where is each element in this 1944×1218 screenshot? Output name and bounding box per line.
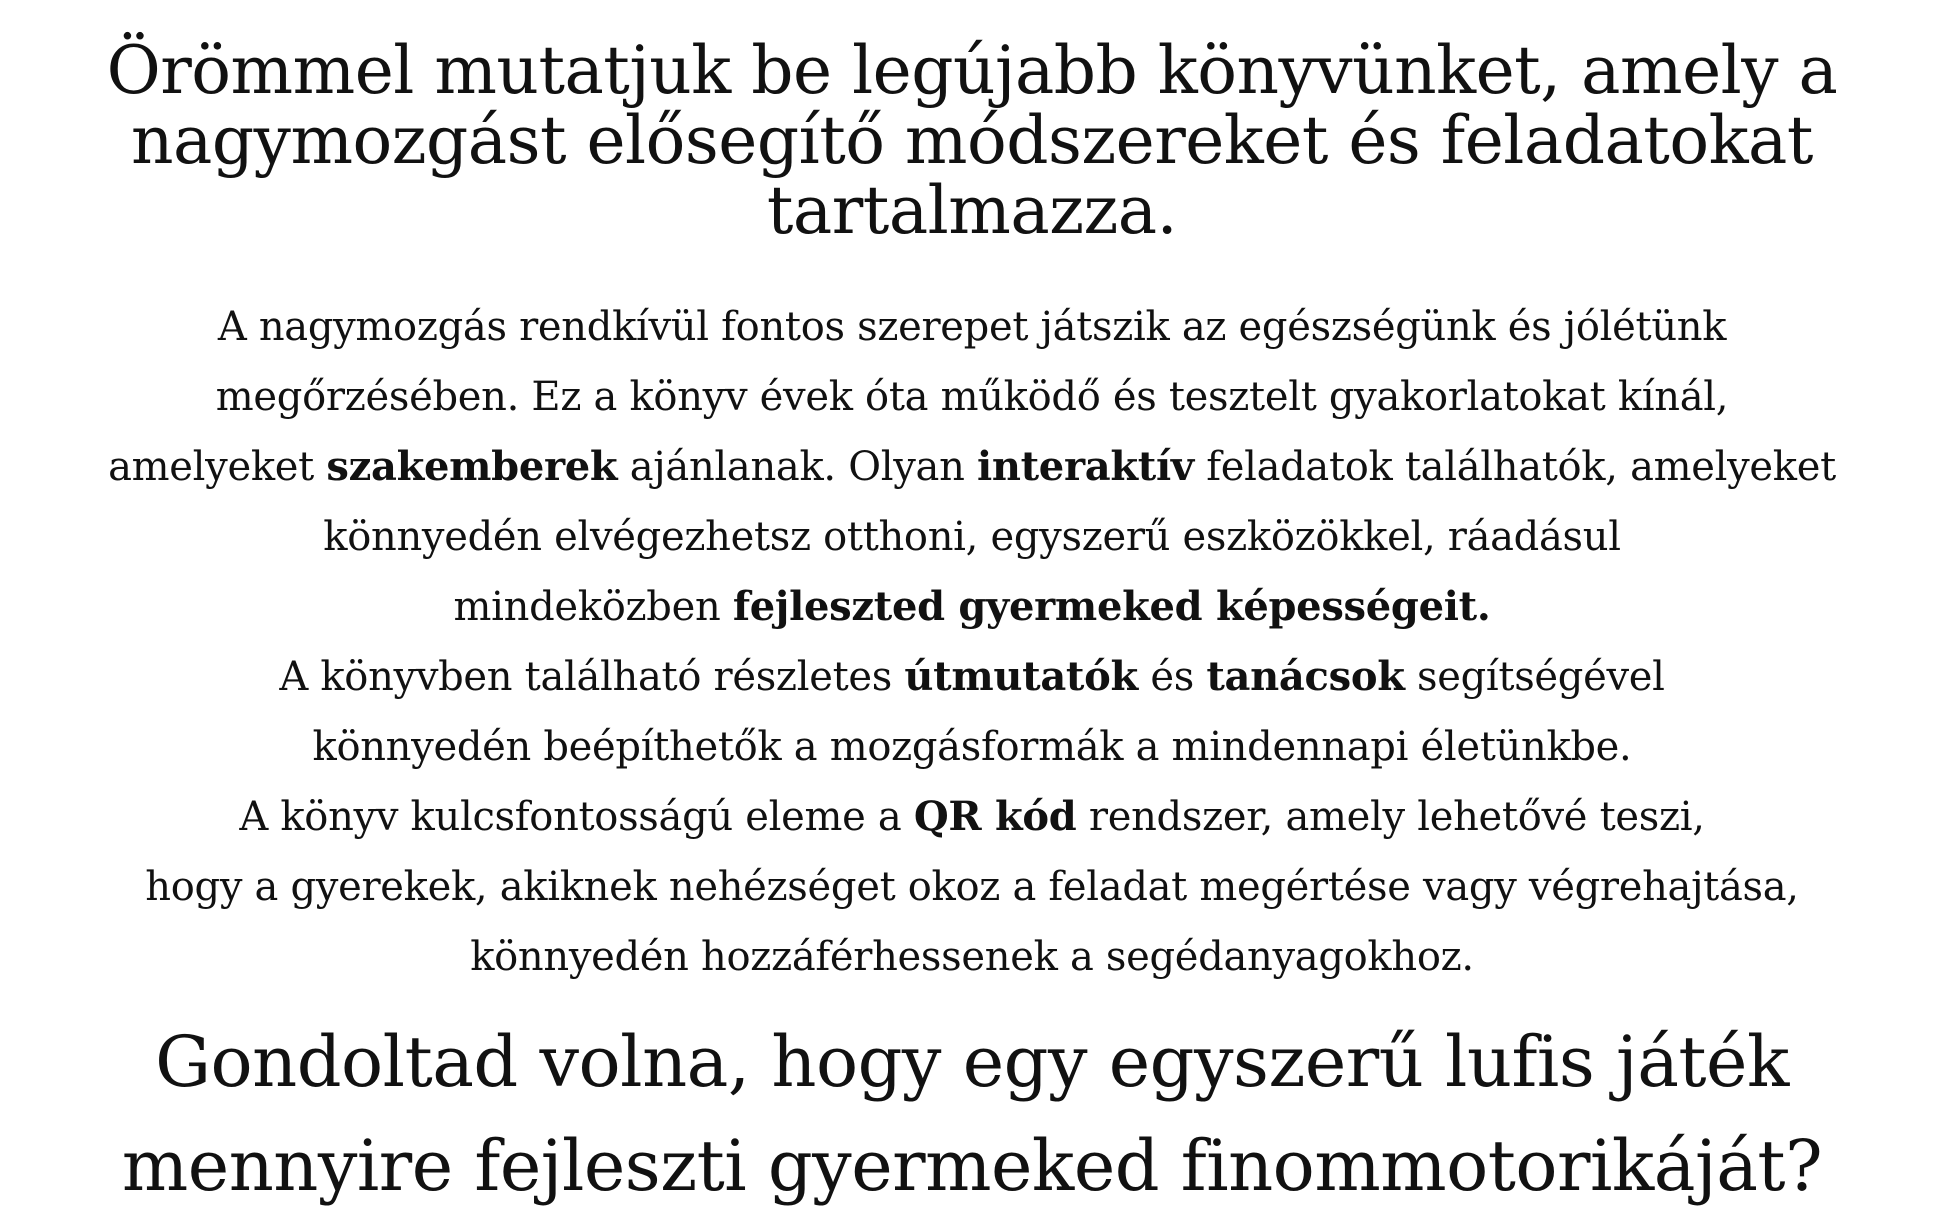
body-line: könnyedén elvégezhetsz otthoni, egyszerű eszközökkel, ráadásul xyxy=(323,514,1621,560)
intro-headline-line-2: nagymozgást elősegítő módszereket és feladatokat xyxy=(131,102,1813,179)
emphasis-guides: útmutatók xyxy=(904,653,1138,700)
emphasis-specialists: szakemberek xyxy=(326,443,618,490)
emphasis-tips: tanácsok xyxy=(1206,653,1405,700)
description-body xyxy=(40,292,1904,992)
body-text: segítségével xyxy=(1404,654,1665,700)
body-text: és xyxy=(1137,654,1207,700)
body-line xyxy=(40,642,1904,712)
body-text: rendszer, amely lehetővé teszi, xyxy=(1076,794,1705,840)
intro-headline xyxy=(40,32,1904,249)
intro-headline-line-3: tartalmazza. xyxy=(766,172,1178,249)
body-line: megőrzésében. Ez a könyv évek óta működő és tesztelt gyakorlatokat kínál, xyxy=(215,374,1729,420)
intro-headline-line-1: Örömmel mutatjuk be legújabb könyvünket, amely a xyxy=(106,32,1838,109)
body-text: feladatok találhatók, amelyeket xyxy=(1193,444,1836,490)
body-text: ajánlanak. Olyan xyxy=(617,444,977,490)
body-text: A könyv kulcsfontosságú eleme a xyxy=(239,794,914,840)
body-line: hogy a gyerekek, akiknek nehézséget okoz a feladat megértése vagy végrehajtása, xyxy=(145,864,1799,910)
body-line: könnyedén beépíthetők a mozgásformák a mindennapi életünkbe. xyxy=(312,724,1632,770)
body-line xyxy=(40,572,1904,642)
emphasis-qr-code: QR kód xyxy=(913,793,1077,840)
body-line: könnyedén hozzáférhessenek a segédanyagokhoz. xyxy=(470,934,1474,980)
body-line xyxy=(40,432,1904,502)
body-text: amelyeket xyxy=(108,444,327,490)
body-text: mindeközben xyxy=(453,584,733,630)
body-line xyxy=(40,782,1904,852)
emphasis-develop-skills: fejleszted gyermeked képességeit. xyxy=(732,583,1491,630)
body-text: A könyvben található részletes xyxy=(279,654,905,700)
body-line: A nagymozgás rendkívül fontos szerepet játszik az egészségünk és jólétünk xyxy=(217,304,1727,350)
emphasis-interactive: interaktív xyxy=(976,443,1194,490)
question-headline-line-2: mennyire fejleszti gyermeked finommotorikáját? xyxy=(121,1125,1823,1207)
question-headline-line-1: Gondoltad volna, hogy egy egyszerű lufis játék xyxy=(155,1021,1789,1103)
question-headline xyxy=(40,1010,1904,1218)
